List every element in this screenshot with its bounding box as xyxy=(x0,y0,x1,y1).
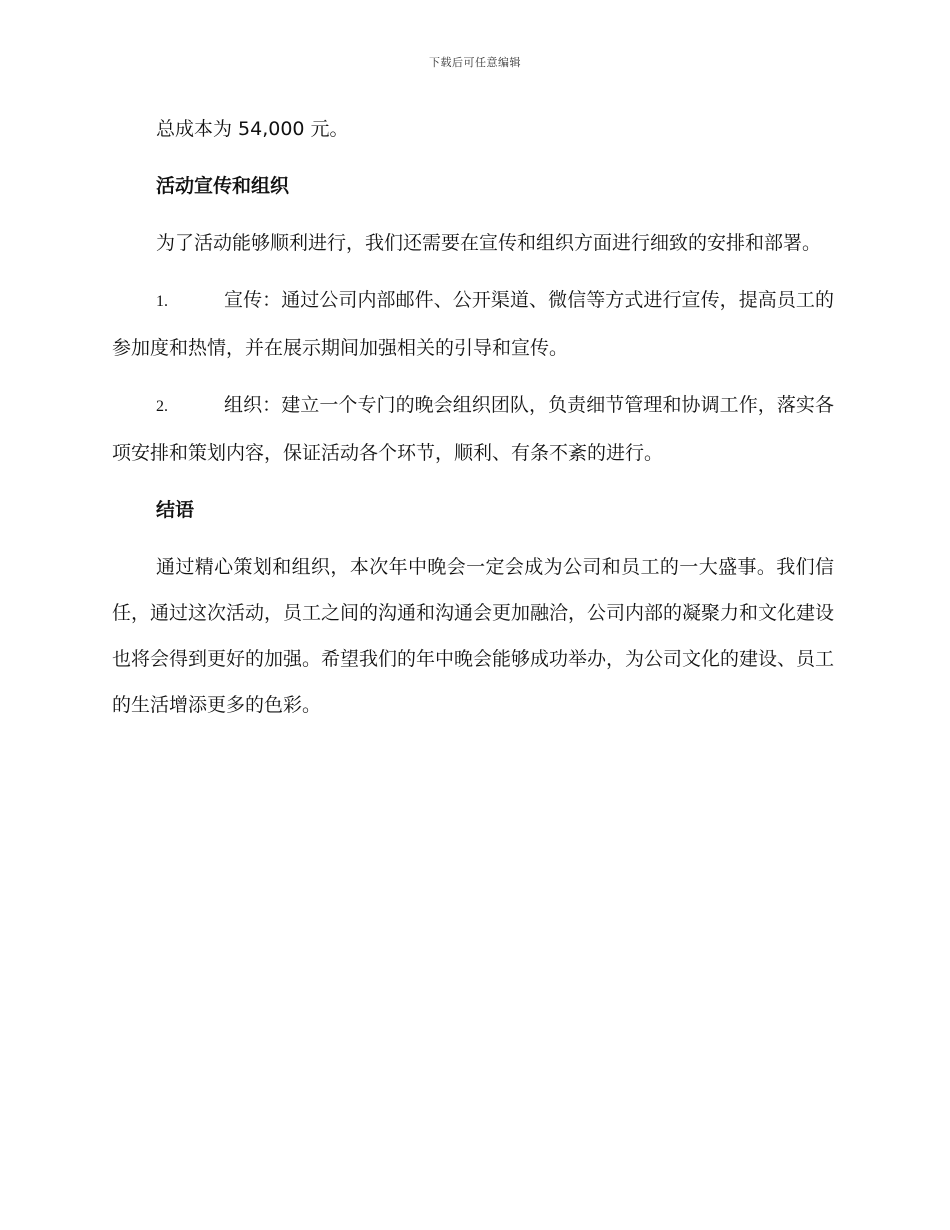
list-item-text: 宣传：通过公司内部邮件、公开渠道、微信等方式进行宣传，提高员工的参加度和热情，并在展示期间加强相关的引导和宣传。 xyxy=(112,289,834,359)
promotion-intro-paragraph: 为了活动能够顺利进行，我们还需要在宣传和组织方面进行细致的安排和部署。 xyxy=(156,232,822,254)
list-number: 1. xyxy=(156,293,168,310)
list-item-promotion xyxy=(112,277,834,371)
cost-total-paragraph: 总成本为 54,000 元。 xyxy=(156,118,349,140)
list-number: 2. xyxy=(156,398,168,415)
page-header: 下载后可任意编辑 xyxy=(429,56,521,69)
list-item-text: 组织：建立一个专门的晚会组织团队，负责细节管理和协调工作，落实各项安排和策划内容，保证活动各个环节，顺利、有条不紊的进行。 xyxy=(112,394,834,464)
conclusion-paragraph: 通过精心策划和组织，本次年中晚会一定会成为公司和员工的一大盛事。我们信任，通过这次活动，员工之间的沟通和沟通会更加融洽，公司内部的凝聚力和文化建设也将会得到更好的加强。希望我们的年中晚会能够成功举办，为公司文化的建设、员工的生活增添更多的色彩。 xyxy=(112,556,835,716)
section-title-promotion: 活动宣传和组织 xyxy=(156,175,290,197)
section-title-conclusion: 结语 xyxy=(156,499,195,521)
list-item-organization xyxy=(112,382,834,476)
document-body xyxy=(112,106,834,739)
